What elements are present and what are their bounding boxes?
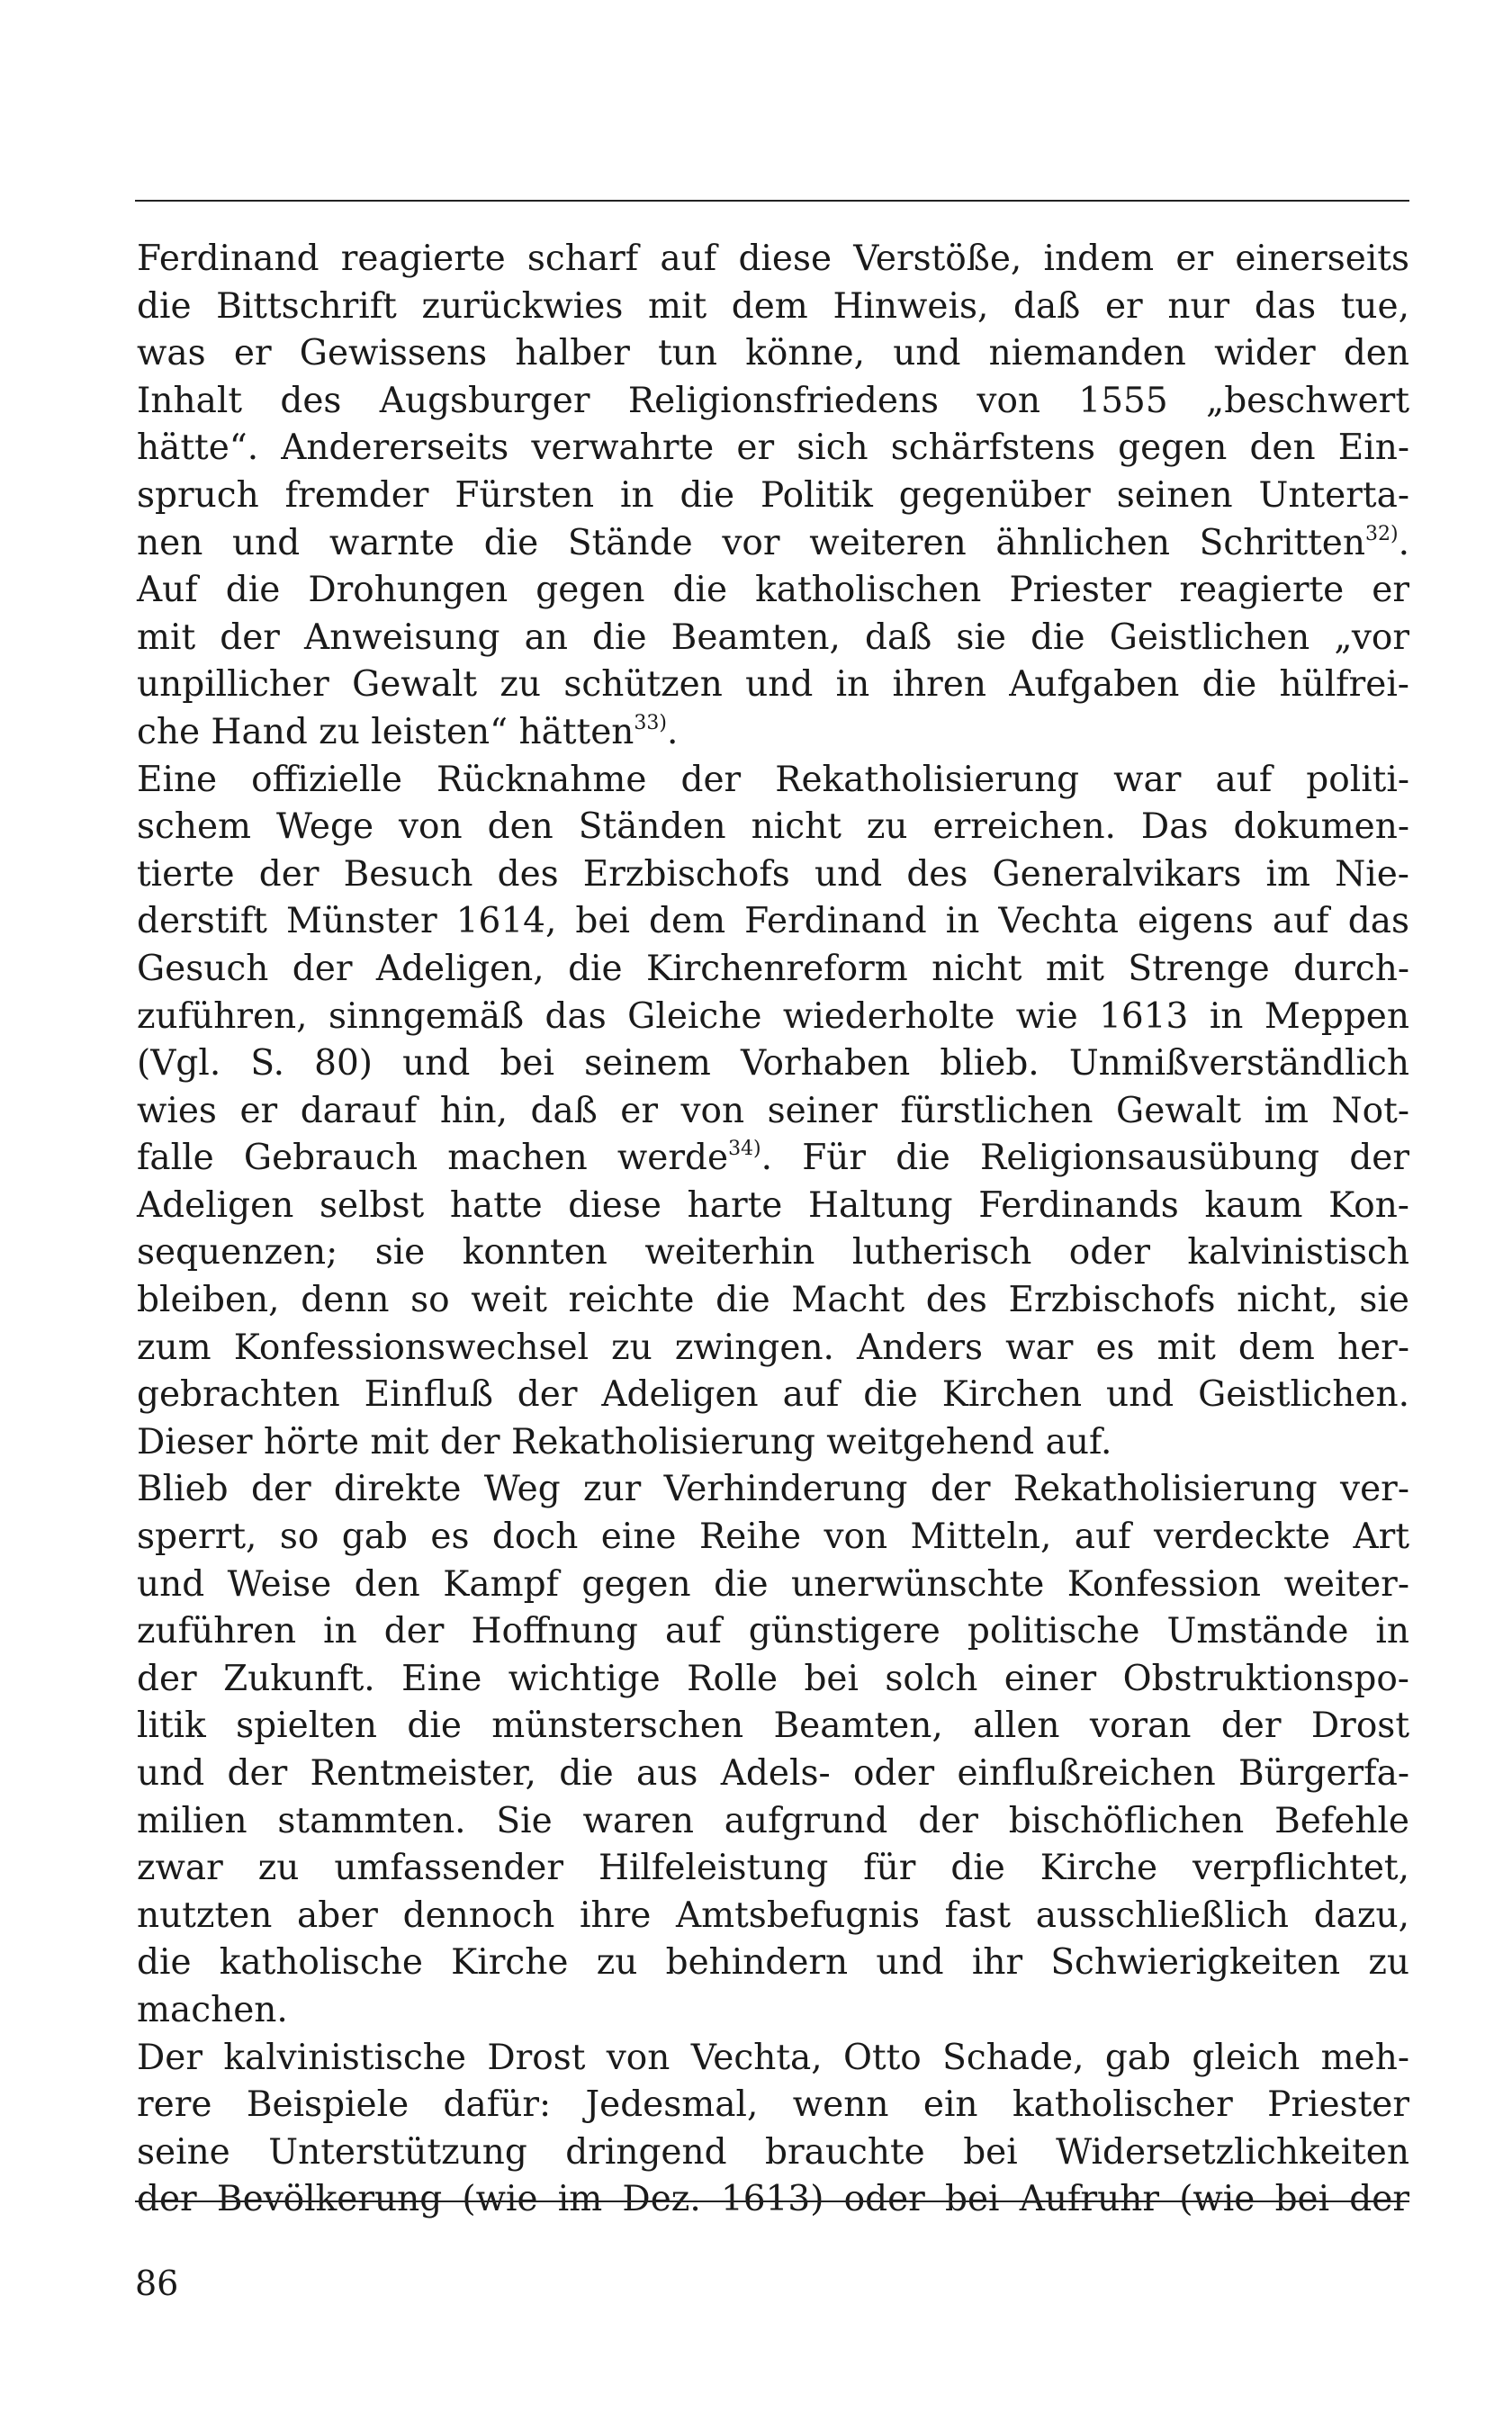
line-text: Der kalvinistische Drost von Vechta, Otto Schade, gab gleich meh- bbox=[137, 2037, 1409, 2078]
text-line bbox=[137, 2035, 1409, 2083]
text-line bbox=[137, 1088, 1409, 1136]
line-text: tierte der Besuch des Erzbischofs und des Generalvikars im Nie- bbox=[137, 853, 1409, 895]
line-text: Auf die Drohungen gegen die katholischen Priester reagierte er bbox=[137, 570, 1409, 611]
line-text: falle Gebrauch machen werde bbox=[137, 1138, 729, 1179]
text-line bbox=[137, 709, 1409, 757]
line-text: spruch fremder Fürsten in die Politik gegenüber seinen Unterta- bbox=[137, 474, 1409, 516]
line-text: was er Gewissens halber tun könne, und niemanden wider den bbox=[137, 333, 1409, 374]
line-text-continued: . Für die Religionsausübung der bbox=[760, 1138, 1410, 1179]
line-text: (Vgl. S. 80) und bei seinem Vorhaben blieb. Unmißverständlich bbox=[137, 1043, 1409, 1084]
text-line bbox=[137, 2129, 1409, 2177]
text-line bbox=[137, 1987, 1409, 2035]
line-text: Adeligen selbst hatte diese harte Haltung Ferdinands kaum Kon- bbox=[137, 1184, 1409, 1226]
text-line bbox=[137, 236, 1409, 284]
text-line bbox=[137, 567, 1409, 615]
line-text: Ferdinand reagierte scharf auf diese Verstöße, indem er einerseits bbox=[137, 238, 1409, 279]
text-line bbox=[137, 662, 1409, 709]
text-line bbox=[137, 757, 1409, 805]
text-line bbox=[137, 1798, 1409, 1846]
line-text: zwar zu umfassender Hilfeleistung für die Kirche verpflichtet, bbox=[137, 1848, 1409, 1889]
line-text: Gesuch der Adeligen, die Kirchenreform nicht mit Strenge durch- bbox=[137, 948, 1409, 989]
line-text: Eine offizielle Rücknahme der Rekatholisierung war auf politi- bbox=[137, 759, 1409, 800]
text-line bbox=[137, 1608, 1409, 1656]
line-text: bleiben, denn so weit reichte die Macht des Erzbischofs nicht, sie bbox=[137, 1280, 1409, 1321]
line-text: machen. bbox=[137, 1989, 288, 2030]
text-line bbox=[137, 851, 1409, 899]
text-line bbox=[137, 1514, 1409, 1562]
text-line bbox=[137, 1940, 1409, 1987]
text-line bbox=[137, 425, 1409, 472]
line-text-continued: . bbox=[1398, 522, 1409, 563]
line-text: zum Konfessionswechsel zu zwingen. Anders war es mit dem her- bbox=[137, 1327, 1409, 1368]
line-text: sequenzen; sie konnten weiterhin lutherisch oder kalvinistisch bbox=[137, 1232, 1409, 1274]
line-text: Inhalt des Augsburger Religionsfriedens von 1555 „beschwert bbox=[137, 380, 1409, 421]
line-text: zuführen in der Hoffnung auf günstigere politische Umstände in bbox=[137, 1611, 1409, 1652]
line-text: der Bevölkerung (wie im Dez. 1613) oder bei Aufruhr (wie bei der bbox=[137, 2179, 1409, 2220]
text-line bbox=[137, 994, 1409, 1041]
text-line bbox=[137, 1040, 1409, 1088]
body-text bbox=[137, 236, 1409, 2224]
line-text: und der Rentmeister, die aus Adels- oder einflußreichen Bürgerfa- bbox=[137, 1753, 1409, 1794]
bottom-rule bbox=[135, 2200, 1409, 2202]
page-number: 86 bbox=[135, 2264, 179, 2303]
text-line bbox=[137, 330, 1409, 378]
line-text: der Zukunft. Eine wichtige Rolle bei solch einer Obstruktionspo- bbox=[137, 1658, 1409, 1699]
line-text: gebrachten Einfluß der Adeligen auf die Kirchen und Geistlichen. bbox=[137, 1374, 1409, 1416]
text-line bbox=[137, 520, 1409, 568]
text-line bbox=[137, 1893, 1409, 1940]
text-line bbox=[137, 1135, 1409, 1183]
text-line bbox=[137, 804, 1409, 851]
text-line bbox=[137, 1419, 1409, 1467]
line-text: nen und warnte die Stände vor weiteren ähnlichen Schritten bbox=[137, 522, 1366, 563]
line-text: unpillicher Gewalt zu schützen und in ihren Aufgaben die hülfrei- bbox=[137, 664, 1409, 706]
text-line bbox=[137, 615, 1409, 662]
text-line bbox=[137, 472, 1409, 520]
text-line bbox=[137, 1562, 1409, 1609]
footnote-reference: 33) bbox=[634, 711, 667, 734]
line-text: die Bittschrift zurückwies mit dem Hinweis, daß er nur das tue, bbox=[137, 285, 1409, 327]
line-text: che Hand zu leisten“ hätten bbox=[137, 711, 634, 752]
text-line bbox=[137, 1229, 1409, 1277]
line-text: zuführen, sinngemäß das Gleiche wiederholte wie 1613 in Meppen bbox=[137, 995, 1409, 1037]
line-text: nutzten aber dennoch ihre Amtsbefugnis fast ausschließlich dazu, bbox=[137, 1894, 1409, 1936]
line-text: und Weise den Kampf gegen die unerwünschte Konfession weiter- bbox=[137, 1563, 1409, 1605]
text-line bbox=[137, 1277, 1409, 1325]
footnote-reference: 32) bbox=[1365, 522, 1399, 545]
line-text: schem Wege von den Ständen nicht zu erreichen. Das dokumen- bbox=[137, 806, 1409, 848]
footnote-reference: 34) bbox=[728, 1138, 761, 1161]
line-text: mit der Anweisung an die Beamten, daß sie die Geistlichen „vor bbox=[137, 616, 1409, 658]
line-text: rere Beispiele dafür: Jedesmal, wenn ein katholischer Priester bbox=[137, 2084, 1409, 2126]
line-text: hätte“. Andererseits verwahrte er sich schärfstens gegen den Ein- bbox=[137, 428, 1409, 469]
text-line bbox=[137, 1656, 1409, 1704]
text-line bbox=[137, 1325, 1409, 1372]
text-line bbox=[137, 946, 1409, 994]
line-text: derstift Münster 1614, bei dem Ferdinand in Vechta eigens auf das bbox=[137, 901, 1409, 942]
line-text: milien stammten. Sie waren aufgrund der bischöflichen Befehle bbox=[137, 1800, 1409, 1841]
line-text: litik spielten die münsterschen Beamten, allen voran der Drost bbox=[137, 1706, 1409, 1747]
line-text: sperrt, so gab es doch eine Reihe von Mitteln, auf verdeckte Art bbox=[137, 1516, 1409, 1558]
text-line bbox=[137, 1183, 1409, 1230]
text-line bbox=[137, 378, 1409, 426]
text-line bbox=[137, 1703, 1409, 1750]
top-rule bbox=[135, 200, 1409, 202]
text-line bbox=[137, 2082, 1409, 2129]
text-line bbox=[137, 1372, 1409, 1419]
line-text: wies er darauf hin, daß er von seiner fürstlichen Gewalt im Not- bbox=[137, 1090, 1409, 1131]
text-line bbox=[137, 284, 1409, 331]
text-line bbox=[137, 1466, 1409, 1514]
line-text: Blieb der direkte Weg zur Verhinderung der Rekatholisierung ver- bbox=[137, 1469, 1409, 1510]
line-text: die katholische Kirche zu behindern und ihr Schwierigkeiten zu bbox=[137, 1942, 1409, 1984]
line-text: Dieser hörte mit der Rekatholisierung weitgehend auf. bbox=[137, 1421, 1112, 1462]
text-line bbox=[137, 1750, 1409, 1798]
text-line bbox=[137, 1845, 1409, 1893]
line-text: seine Unterstützung dringend brauchte bei Widersetzlichkeiten bbox=[137, 2131, 1409, 2173]
line-text-continued: . bbox=[666, 711, 679, 752]
text-line bbox=[137, 898, 1409, 946]
